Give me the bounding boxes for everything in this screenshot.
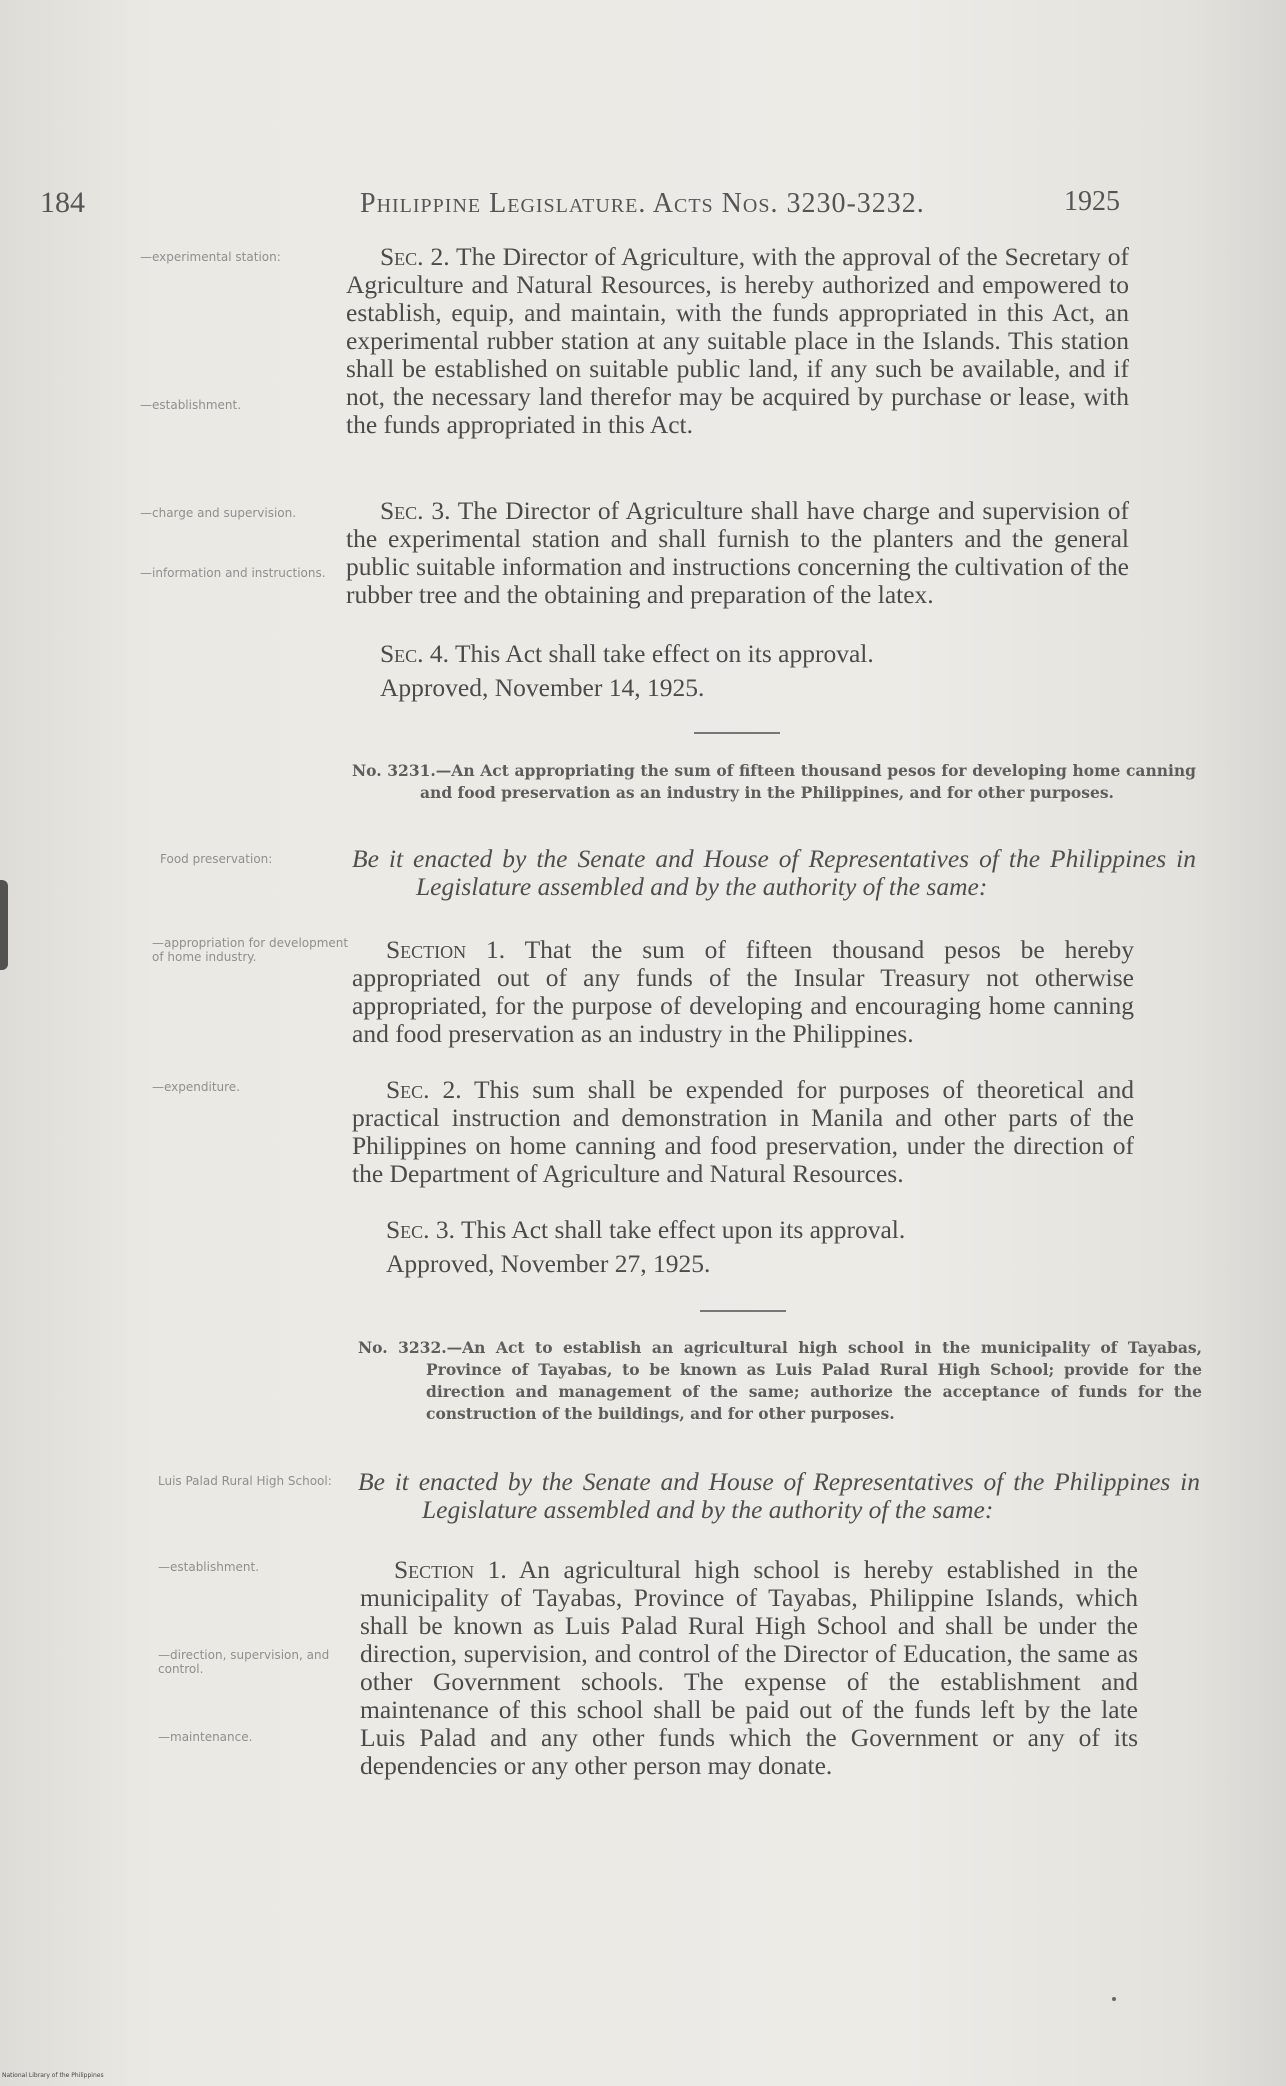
speck xyxy=(1112,1997,1116,2001)
act-3230-sec4 xyxy=(346,640,1129,668)
page-number: 184 xyxy=(40,186,85,219)
sidenote-food-preservation: Food preservation: xyxy=(160,852,273,866)
act-3230-sec3 xyxy=(346,497,1129,609)
sidenote-establishment: —establishment. xyxy=(140,398,242,412)
sidenote-expenditure: —expenditure. xyxy=(152,1080,241,1094)
header-year: 1925 xyxy=(1064,186,1120,217)
section-text: This Act shall take effect upon its approval. xyxy=(460,1215,906,1244)
section-label: Sec. 2. xyxy=(386,1075,462,1104)
section-text: The Director of Agriculture, with the approval of the Secretary of Agriculture and Natural Resources, is hereby authorized and empowered to establish, equip, and maintain, with the funds appropriated in this Act, an experimental rubber station at any suitable place in the Islands. This station shall be established on suitable public land, if any such be available, and if not, the necessary land therefor may be acquired by purchase or lease, with the funds appropriated in this Act. xyxy=(346,242,1130,439)
section-label: Sec. 3. xyxy=(386,1215,456,1244)
act-3231-title: No. 3231.—An Act appropriating the sum of fifteen thousand pesos for developing home canning and food preservation as an industry in the Philippines, and for other purposes. xyxy=(352,761,1196,802)
divider-rule xyxy=(700,1310,786,1312)
sidenote-establishment-3232: —establishment. xyxy=(158,1560,260,1574)
act-3232-sec1 xyxy=(360,1556,1138,1780)
page-header xyxy=(40,186,1120,226)
act-3231-approved: Approved, November 27, 1925. xyxy=(386,1249,711,1278)
binding-shadow xyxy=(0,880,8,970)
section-text: That the sum of fifteen thousand pesos be hereby appropriated out of any funds of the Insular Treasury not otherwise appropriated, for the purpose of developing and encouraging home canning and food preservation as an industry in the Philippines. xyxy=(352,935,1135,1048)
section-label: Sec. 4. xyxy=(380,639,450,668)
sidenote-direction: —direction, supervision, and control. xyxy=(158,1648,330,1676)
section-label: Section 1. xyxy=(394,1555,507,1584)
act-3231-sec1 xyxy=(352,936,1134,1048)
section-text: This sum shall be expended for purposes of theoretical and practical instruction and demonstration in Manila and other parts of the Philippines on home canning and food preservation, under the direction of the Department of Agriculture and Natural Resources. xyxy=(352,1075,1134,1188)
running-title: Philippine Legislature. Acts Nos. 3230-3232. xyxy=(360,188,925,219)
sidenote-luis-palad: Luis Palad Rural High School: xyxy=(158,1474,332,1488)
act-3231-sec3 xyxy=(352,1216,1134,1244)
sidenote-experimental-station: —experimental station: xyxy=(140,250,281,264)
section-text: An agricultural high school is hereby established in the municipality of Tayabas, Province of Tayabas, Philippine Islands, which shall be known as Luis Palad Rural High School and shall be under the direction, supervision, and control of the Director of Education, the same as other Government schools. The expense of the establishment and maintenance of this school shall be paid out of the funds left by the late Luis Palad and any other funds which the Government or any of its dependencies or any other person may donate. xyxy=(360,1555,1138,1780)
divider-rule xyxy=(694,732,780,734)
section-label: Sec. 3. xyxy=(380,496,451,525)
footer-credit: National Library of the Philippines xyxy=(2,2072,104,2079)
sidenote-maintenance: —maintenance. xyxy=(158,1730,253,1744)
act-3232-title: No. 3232.—An Act to establish an agricultural high school in the municipality of Tayabas, Province of Tayabas, to be known as Luis Palad Rural High School; provide for the direction and management of the same; authorize the acceptance of funds for the construction of the buildings, and for other purposes. xyxy=(358,1338,1202,1423)
act-3231-enacting-clause: Be it enacted by the Senate and House of Representatives of the Philippines in Legislature assembled and by the authority of the same: xyxy=(352,844,1196,901)
section-text: The Director of Agriculture shall have charge and supervision of the experimental station and shall furnish to the planters and the general public suitable information and instructions concerning the cultivation of the rubber tree and the obtaining and preparation of the latex. xyxy=(346,496,1129,609)
act-3232-enacting-clause: Be it enacted by the Senate and House of Representatives of the Philippines in Legislature assembled and by the authority of the same: xyxy=(358,1467,1200,1524)
section-text: This Act shall take effect on its approval. xyxy=(454,639,874,668)
act-3230-approved: Approved, November 14, 1925. xyxy=(380,673,705,702)
sidenote-charge-supervision: —charge and supervision. xyxy=(140,506,297,520)
act-3230-sec2 xyxy=(346,243,1129,439)
section-label: Section 1. xyxy=(386,935,506,964)
sidenote-appropriation: —appropriation for development of home industry. xyxy=(152,936,349,964)
sidenote-information: —information and instructions. xyxy=(140,566,326,580)
section-label: Sec. 2. xyxy=(380,242,450,271)
act-3231-sec2 xyxy=(352,1076,1134,1188)
